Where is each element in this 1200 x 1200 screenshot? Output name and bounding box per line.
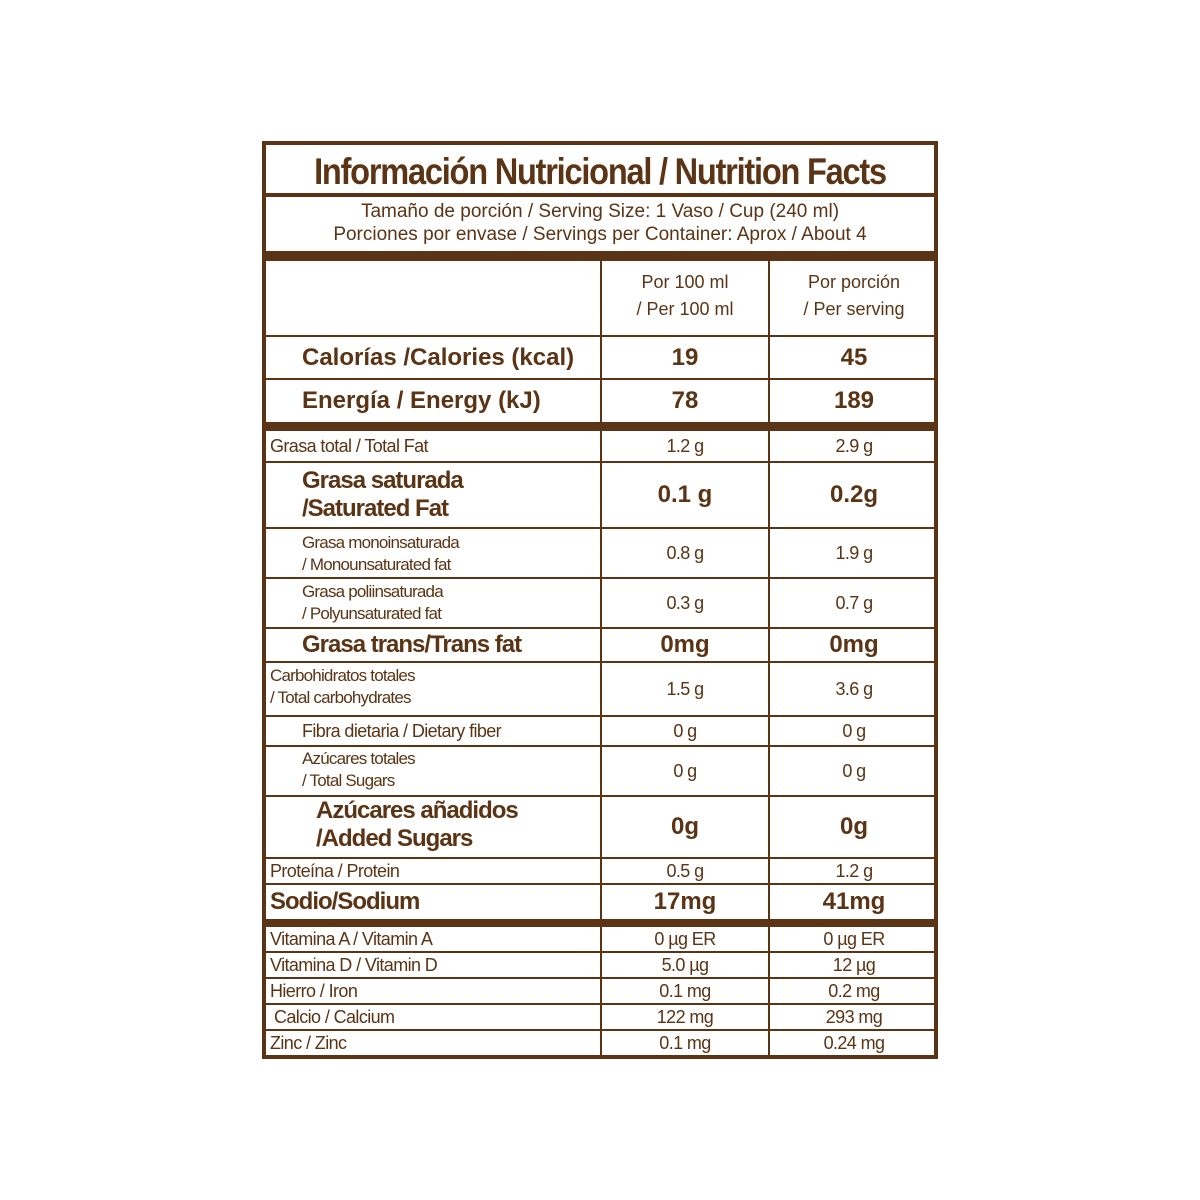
label-line: /Saturated Fat bbox=[302, 495, 449, 522]
zinc-per-serving: 0.24 mg bbox=[823, 1032, 885, 1053]
column-header-line: Por porción bbox=[807, 272, 901, 292]
dietary-fiber-per-100ml: 0 g bbox=[673, 720, 697, 741]
column-header-line: / Per serving bbox=[803, 299, 905, 319]
protein-label: Proteína / Protein bbox=[270, 860, 400, 881]
polyunsaturated-fat-label bbox=[270, 581, 600, 625]
total-sugars-label bbox=[270, 748, 600, 792]
vitamin-a-per-serving: 0 µg ER bbox=[823, 928, 885, 949]
saturated-fat-per-serving: 0.2g bbox=[829, 481, 879, 508]
vitamin-a-per-100ml: 0 µg ER bbox=[654, 928, 716, 949]
iron-per-serving: 0.2 mg bbox=[828, 980, 880, 1001]
label-line: Azúcares totales bbox=[302, 749, 415, 768]
vitamin-d-per-100ml: 5.0 µg bbox=[661, 954, 709, 975]
calories-label: Calorías /Calories (kcal) bbox=[302, 343, 575, 371]
total-fat-label: Grasa total / Total Fat bbox=[270, 435, 428, 456]
label-line: Grasa monoinsaturada bbox=[302, 533, 459, 552]
dietary-fiber-label: Fibra dietaria / Dietary fiber bbox=[302, 720, 502, 741]
label-line: / Total carbohydrates bbox=[270, 688, 411, 707]
calories-per-serving: 45 bbox=[840, 343, 868, 371]
vitamin-d-label: Vitamina D / Vitamin D bbox=[270, 954, 438, 975]
thick-divider bbox=[266, 422, 934, 431]
column-header-line: Por 100 ml bbox=[641, 272, 729, 292]
label-line: Azúcares añadidos bbox=[316, 797, 518, 824]
thick-divider bbox=[266, 251, 934, 261]
trans-fat-label: Grasa trans/Trans fat bbox=[302, 631, 522, 658]
polyunsaturated-fat-per-serving: 0.7 g bbox=[835, 592, 873, 613]
calcium-per-serving: 293 mg bbox=[825, 1006, 883, 1027]
nutrition-title: Información Nutricional / Nutrition Facts bbox=[314, 151, 886, 192]
label-line: / Total Sugars bbox=[302, 771, 395, 790]
energy-label: Energía / Energy (kJ) bbox=[302, 387, 541, 414]
total-carbohydrates-per-100ml: 1.5 g bbox=[666, 678, 704, 699]
divider bbox=[266, 193, 934, 197]
zinc-per-100ml: 0.1 mg bbox=[659, 1032, 711, 1053]
monounsaturated-fat-per-100ml: 0.8 g bbox=[666, 542, 704, 563]
serving-size: Tamaño de porción / Serving Size: 1 Vaso / Cup (240 ml) bbox=[360, 201, 840, 222]
label-line: Grasa poliinsaturada bbox=[302, 582, 443, 601]
iron-per-100ml: 0.1 mg bbox=[659, 980, 711, 1001]
label-line: /Added Sugars bbox=[316, 825, 473, 852]
calcium-per-100ml: 122 mg bbox=[656, 1006, 714, 1027]
protein-per-serving: 1.2 g bbox=[835, 860, 873, 881]
column-header-per-serving bbox=[770, 269, 938, 323]
trans-fat-per-serving: 0mg bbox=[829, 631, 879, 658]
total-carbohydrates-per-serving: 3.6 g bbox=[835, 678, 873, 699]
trans-fat-per-100ml: 0mg bbox=[660, 631, 710, 658]
label-line: Grasa saturada bbox=[302, 467, 463, 494]
calcium-label: Calcio / Calcium bbox=[274, 1006, 395, 1027]
energy-per-100ml: 78 bbox=[671, 387, 699, 414]
monounsaturated-fat-per-serving: 1.9 g bbox=[835, 542, 873, 563]
calories-per-100ml: 19 bbox=[671, 343, 699, 371]
nutrition-facts-panel bbox=[262, 141, 938, 1059]
column-header-line: / Per 100 ml bbox=[636, 299, 734, 319]
total-fat-per-serving: 2.9 g bbox=[835, 435, 873, 456]
polyunsaturated-fat-per-100ml: 0.3 g bbox=[666, 592, 704, 613]
added-sugars-per-100ml: 0g bbox=[670, 813, 699, 840]
saturated-fat-label bbox=[270, 467, 600, 523]
servings-per-container: Porciones por envase / Servings per Container: Aprox / About 4 bbox=[333, 224, 867, 245]
column-header-per-100ml bbox=[602, 269, 768, 323]
sodium-per-serving: 41mg bbox=[822, 888, 886, 915]
added-sugars-per-serving: 0g bbox=[839, 813, 868, 840]
label-line: / Polyunsaturated fat bbox=[302, 604, 442, 623]
protein-per-100ml: 0.5 g bbox=[666, 860, 704, 881]
label-line: / Monounsaturated fat bbox=[302, 555, 451, 574]
zinc-label: Zinc / Zinc bbox=[270, 1032, 347, 1053]
sodium-label: Sodio/Sodium bbox=[270, 888, 420, 915]
saturated-fat-per-100ml: 0.1 g bbox=[657, 481, 713, 508]
label-line: Carbohidratos totales bbox=[270, 666, 415, 685]
added-sugars-label bbox=[270, 797, 600, 853]
total-fat-per-100ml: 1.2 g bbox=[666, 435, 704, 456]
sodium-per-100ml: 17mg bbox=[653, 888, 717, 915]
total-sugars-per-100ml: 0 g bbox=[673, 760, 697, 781]
vitamin-a-label: Vitamina A / Vitamin A bbox=[270, 928, 433, 949]
iron-label: Hierro / Iron bbox=[270, 980, 358, 1001]
thick-divider bbox=[266, 919, 934, 927]
total-carbohydrates-label bbox=[270, 665, 600, 709]
vitamin-d-per-serving: 12 µg bbox=[832, 954, 876, 975]
total-sugars-per-serving: 0 g bbox=[842, 760, 866, 781]
monounsaturated-fat-label bbox=[270, 532, 600, 576]
dietary-fiber-per-serving: 0 g bbox=[842, 720, 866, 741]
energy-per-serving: 189 bbox=[833, 387, 875, 414]
